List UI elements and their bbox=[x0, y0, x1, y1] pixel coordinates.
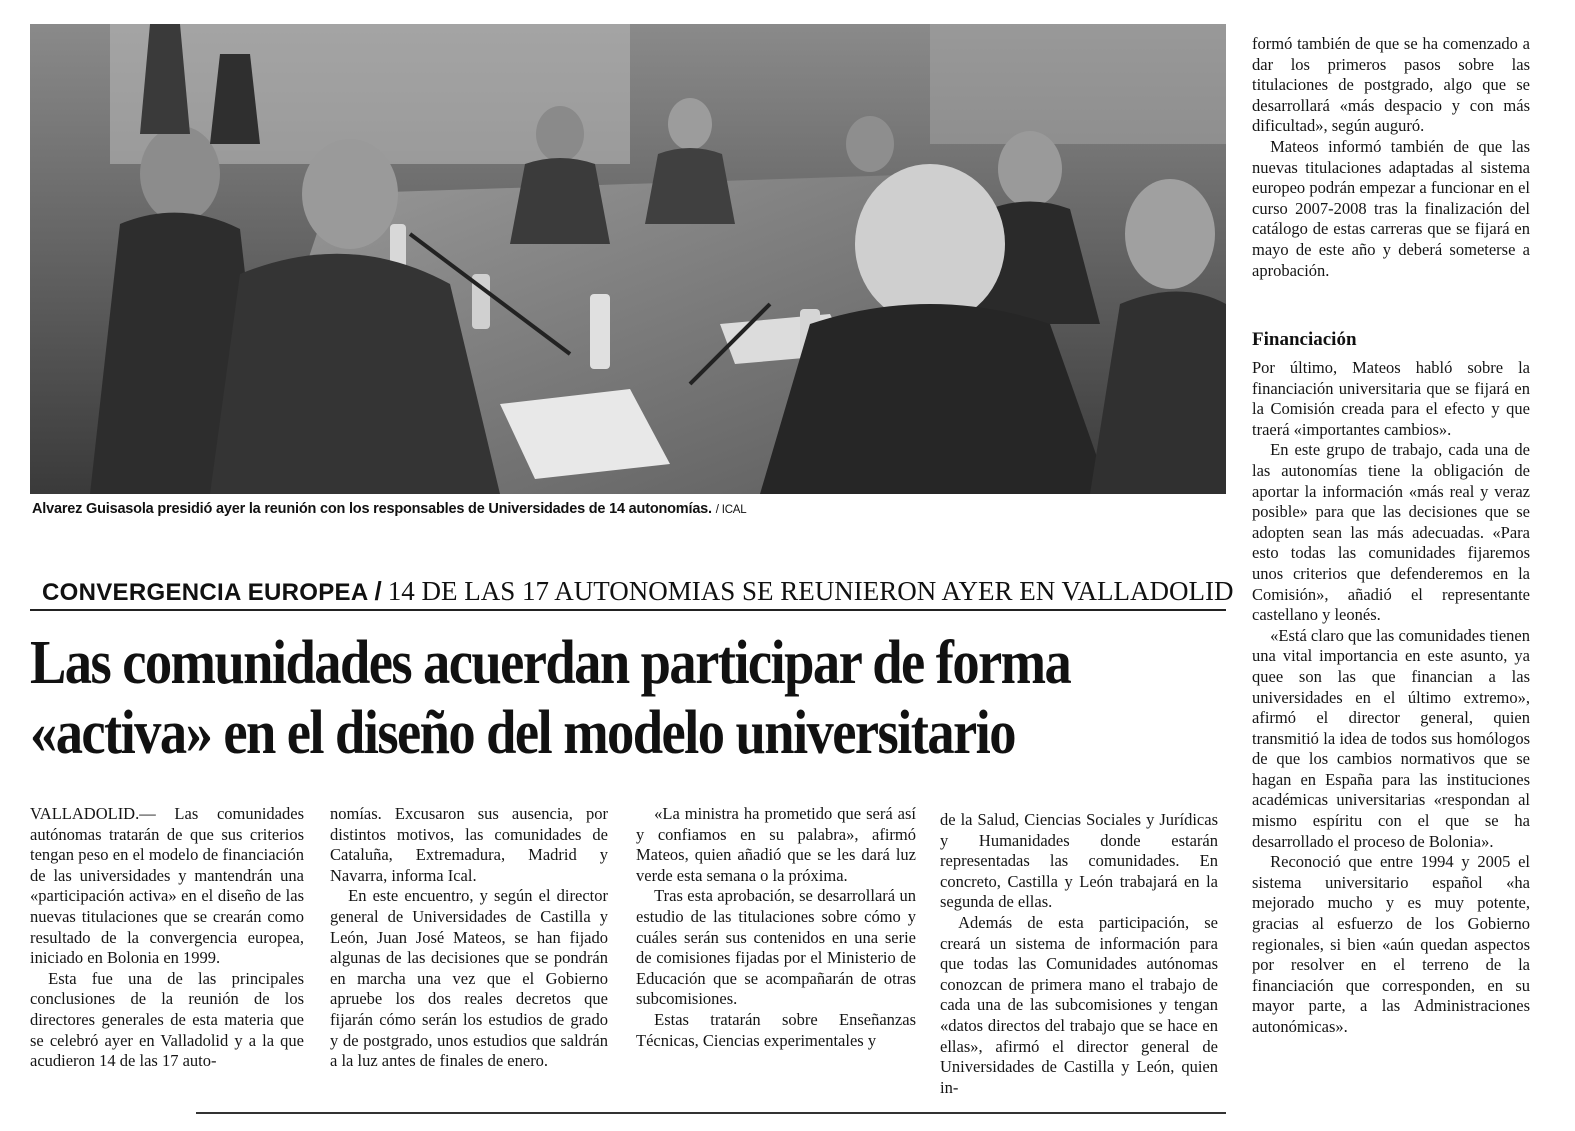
body-column-2 bbox=[330, 804, 608, 1072]
paragraph: Tras esta aprobación, se desarrollará un estudio de las titulaciones sobre cómo y cuáles serán sus contenidos en una serie de comisiones fijadas por el Ministerio de Educación que se acompañarán de otras subcomisiones. bbox=[636, 886, 916, 1009]
headline-line-1: Las comunidades acuerdan participar de forma bbox=[30, 629, 1071, 697]
subhead: Financiación bbox=[1252, 329, 1357, 350]
paragraph: nomías. Excusaron sus ausencia, por distintos motivos, las comunidades de Cataluña, Extremadura, Madrid y Navarra, informa Ical. bbox=[330, 804, 608, 885]
article-photo bbox=[30, 24, 1226, 494]
paragraph: Esta fue una de las principales conclusiones de la reunión de los directores generales de esta materia que se celebró ayer en Valladolid y a la que acudieron 14 de las 17 auto- bbox=[30, 968, 304, 1071]
caption-text: Alvarez Guisasola presidió ayer la reunión con los responsables de Universidades de 14 autonomías. bbox=[32, 501, 712, 517]
section-subtitle: 14 DE LAS 17 AUTONOMIAS SE REUNIERON AYER EN VALLADOLID bbox=[387, 576, 1234, 606]
meeting-photo-icon bbox=[30, 24, 1226, 494]
section-separator: / bbox=[374, 576, 382, 606]
section-header bbox=[42, 573, 1234, 611]
paragraph: Además de esta participación, se creará un sistema de información para que todas las Comunidades autónomas conozcan de primera mano el trabajo de cada una de las subcomisiones y tengan «datos directos del trabajo que se hace en ellas», afirmó el director general de Universidades de Castilla y León, quien in- bbox=[940, 912, 1218, 1097]
body-column-4 bbox=[940, 810, 1218, 1098]
paragraph: Por último, Mateos habló sobre la financiación universitaria que se fijará en la Comisión creada para el efecto y que traerá «importantes cambios». bbox=[1252, 358, 1530, 439]
paragraph: formó también de que se ha comenzado a dar los primeros pasos sobre las titulaciones de postgrado, algo que se desarrollará «más despacio y con más dificultad», según auguró. bbox=[1252, 34, 1530, 136]
body-column-5-top bbox=[1252, 34, 1530, 281]
paragraph: Estas tratarán sobre Enseñanzas Técnicas, Ciencias experimentales y bbox=[636, 1009, 916, 1050]
body-column-3 bbox=[636, 804, 916, 1051]
paragraph: «Está claro que las comunidades tienen una vital importancia en este asunto, ya quee son las que financian a las universidades en el último extremo», afirmó el director general, quien transmitió la idea de todos sus homólogos de que los cambios normativos que se hagan en España para las instituciones académicas universitarias «respondan al mismo espíritu con el que se ha desarrollado el proceso de Bolonia». bbox=[1252, 625, 1530, 851]
section-rule bbox=[30, 609, 1226, 611]
headline bbox=[30, 628, 1082, 768]
section-kicker: CONVERGENCIA EUROPEA bbox=[42, 579, 369, 606]
bottom-rule bbox=[196, 1112, 1226, 1114]
paragraph: Reconoció que entre 1994 y 2005 el sistema universitario español «ha mejorado mucho y es muy potente, gracias al esfuerzo de los Gobierno regionales, si bien «aún quedan aspectos por resolver en el terreno de la financiación que corresponden, en su mayor parte, a las Administraciones autonómicas». bbox=[1252, 852, 1530, 1036]
body-column-1 bbox=[30, 804, 304, 1072]
paragraph: «La ministra ha prometido que será así y confiamos en su palabra», afirmó Mateos, quien añadió que se les dará luz verde esta semana o la próxima. bbox=[636, 804, 916, 885]
paragraph: de la Salud, Ciencias Sociales y Jurídicas y Humanidades donde estarán representadas las comunidades. En concreto, Castilla y León trabajará en la segunda de ellas. bbox=[940, 810, 1218, 912]
headline-line-2: «activa» en el diseño del modelo universitario bbox=[30, 699, 1015, 767]
paragraph: En este grupo de trabajo, cada una de las autonomías tiene la obligación de aportar la información «más real y veraz posible» para que las decisiones que se adopten sean las más adecuadas. «Para esto todas las comunidades fijaremos unos criterios que defenderemos en la Comisión», añadió el representante castellano y leonés. bbox=[1252, 440, 1530, 625]
photo-credit: / ICAL bbox=[715, 504, 747, 516]
photo-caption bbox=[32, 501, 1222, 517]
paragraph: Mateos informó también de que las nuevas titulaciones adaptadas al sistema europeo podrán empezar a funcionar en el curso 2007-2008 tras la finalización del catálogo de estas carreras que se fijará en mayo de este año y deberá someterse a aprobación. bbox=[1252, 136, 1530, 280]
paragraph: VALLADOLID.— Las comunidades autónomas tratarán de que sus criterios tengan peso en el modelo de financiación de las universidades y mantendrán una «participación activa» en el diseño de las nuevas titulaciones que se crearán como resultado de la convergencia europea, iniciado en Bolonia en 1999. bbox=[30, 804, 304, 968]
body-column-5-bottom bbox=[1252, 358, 1530, 1038]
paragraph: En este encuentro, y según el director general de Universidades de Castilla y León, Juan José Mateos, se han fijado algunas de las decisiones que se pondrán en marcha una vez que el Gobierno apruebe los dos reales decretos que fijarán cómo serán los estudios de grado y de postgrado, unos estudios que saldrán a la luz antes de finales de enero. bbox=[330, 886, 608, 1071]
